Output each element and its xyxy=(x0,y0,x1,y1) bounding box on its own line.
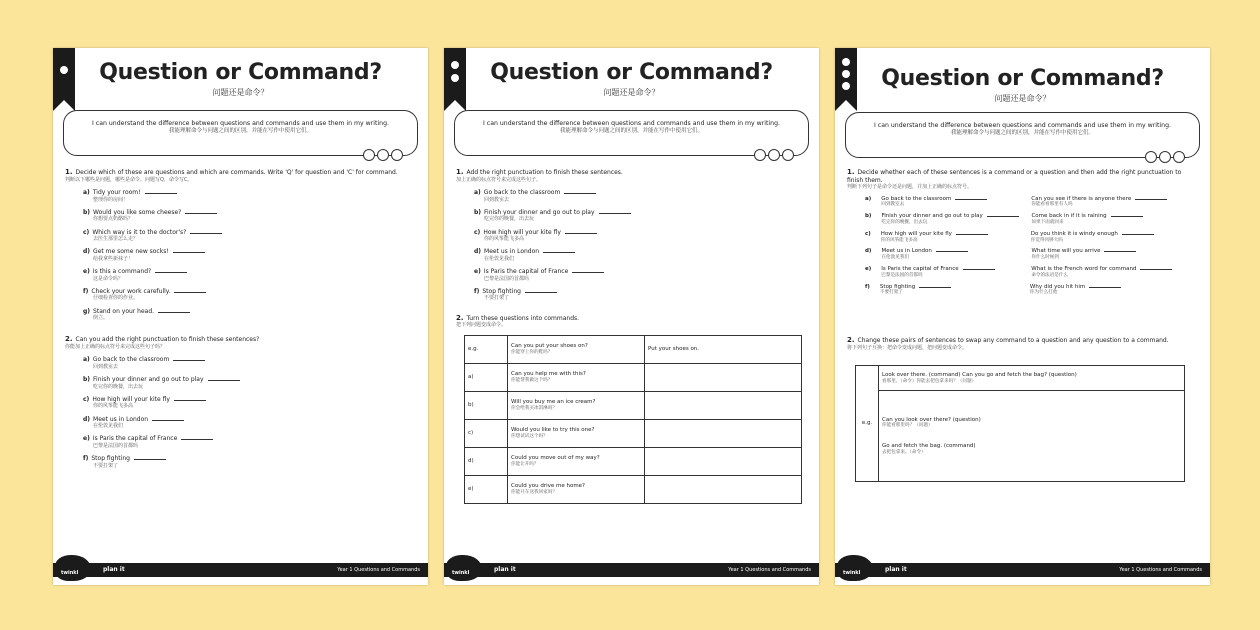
answer-blank[interactable] xyxy=(956,234,988,235)
objective-text: I can understand the difference between questions and commands and use them in my writing. xyxy=(92,120,389,127)
answer-blank[interactable] xyxy=(599,213,631,214)
assessment-circle[interactable] xyxy=(754,149,766,161)
assessment-circle[interactable] xyxy=(363,149,375,161)
table-row: e.g. Can you put your shoes on? 你能穿上你的鞋吗？ Put your shoes on. xyxy=(465,335,802,363)
learning-objective-box xyxy=(454,110,809,156)
worksheet-1 xyxy=(53,48,428,585)
plan-it-logo: plan it xyxy=(494,566,516,573)
answer-blank[interactable] xyxy=(955,199,987,200)
list-item: e) Is Paris the capital of France 巴黎是法国的首都吗 xyxy=(83,435,416,449)
answer-blank[interactable] xyxy=(525,292,557,293)
self-assessment-circles xyxy=(754,149,794,161)
assessment-circle[interactable] xyxy=(377,149,389,161)
page-title: Question or Command? xyxy=(99,60,382,85)
self-assessment-circles xyxy=(1145,151,1185,163)
answer-blank[interactable] xyxy=(190,233,222,234)
question-1: 1. Decide whether each of these sentences is a command or a question and then add the right punctuation to finish them. 判断下列句子是命令还是问题，并加上正确的标点符号。 xyxy=(847,168,1182,191)
answer-blank[interactable] xyxy=(1122,234,1154,235)
ink-splat xyxy=(55,555,91,581)
answer-blank[interactable] xyxy=(134,459,166,460)
list-item: e) Is Paris the capital of France 巴黎是法国的首都吗 xyxy=(474,268,807,282)
list-item: c) Which way is it to the doctor's? 去医生那里怎么走？ xyxy=(83,229,416,243)
question-2: 2. Turn these questions into commands. 把下列问题变成命令。 xyxy=(456,313,580,329)
list-item: d) Get me some new socks! 给我拿些新袜子！ xyxy=(83,248,416,262)
assessment-circle[interactable] xyxy=(1173,151,1185,163)
rewrite-table: e.g. Look over there. (command) Can you go and fetch the bag? (question) 看那里。（命令）你能去把包拿来吗？（问题） Can you look over there? (question) 你能看那里吗？（问题） Go and fetch the bag. (command) 去把包拿来。（命令） xyxy=(855,365,1185,482)
question-1: 1. Add the right punctuation to finish these sentences. 加上正确的标点符号来完成这些句子。 xyxy=(456,168,623,183)
assessment-circle[interactable] xyxy=(768,149,780,161)
answer-blank[interactable] xyxy=(564,193,596,194)
objective-text: I can understand the difference between questions and commands and use them in my writing. xyxy=(874,122,1171,129)
assessment-circle[interactable] xyxy=(1145,151,1157,163)
answer-blank[interactable] xyxy=(152,420,184,421)
answer-blank[interactable] xyxy=(543,252,575,253)
objective-text-zh: 我能理解命令与问题之间的区别，并能在写作中使用它们。 xyxy=(950,130,1094,137)
question-2: 2. Can you add the right punctuation to finish these sentences? 你能加上正确的标点符号来完成这些句子吗？ xyxy=(65,335,260,350)
list-item: c) How high will your kite fly 你的风筝能飞多高 xyxy=(474,229,807,243)
assessment-circle[interactable] xyxy=(1159,151,1171,163)
answer-blank[interactable] xyxy=(208,380,240,381)
answer-cell[interactable] xyxy=(645,391,802,419)
answer-blank[interactable] xyxy=(963,269,995,270)
answer-table xyxy=(464,335,802,504)
answer-blank[interactable] xyxy=(1104,251,1136,252)
answer-cell[interactable] xyxy=(645,475,802,503)
page-subtitle: 问题还是命令？ xyxy=(212,88,269,97)
footer-bar xyxy=(835,563,1210,577)
list-item: f) Stop fighting 不要打架了 xyxy=(474,288,807,302)
footer-caption: Year 1 Questions and Commands xyxy=(1119,567,1202,573)
objective-text-zh: 我能理解命令与问题之间的区别，并能在写作中使用它们。 xyxy=(168,128,312,135)
list-item: c) How high will your kite fly 你的风筝能飞多高 xyxy=(83,396,416,410)
page-subtitle: 问题还是命令？ xyxy=(994,94,1051,103)
list-item: g) Stand on your head. 倒立。 xyxy=(83,308,416,322)
page-subtitle: 问题还是命令？ xyxy=(603,88,660,97)
level-dot xyxy=(842,58,850,66)
list-item: b) Finish your dinner and go out to play 吃完你的晚餐，出去玩 xyxy=(83,376,416,390)
list-item: a) Go back to the classroom 回到教室去 xyxy=(83,356,416,370)
list-item: d) Meet us in London 在伦敦见我们 xyxy=(83,416,416,430)
table-row: e) Could you drive me home? 你能开车送我回家吗？ xyxy=(465,475,802,503)
ink-splat xyxy=(837,555,873,581)
answer-blank[interactable] xyxy=(1111,216,1143,217)
table-row: c) Would you like to try this one? 你想试试这个吗？ xyxy=(465,419,802,447)
answer-blank[interactable] xyxy=(936,251,968,252)
twinkl-logo: twinkl xyxy=(843,570,861,576)
list-item: f) Stop fighting 不要打架了 Why did you hit him 你为什么打他 xyxy=(865,284,1198,297)
footer-bar xyxy=(444,563,819,577)
list-item: b) Would you like some cheese? 你想要点奶酪吗？ xyxy=(83,209,416,223)
footer-caption: Year 1 Questions and Commands xyxy=(728,567,811,573)
table-row: d) Could you move out of my way? 你能让开吗？ xyxy=(465,447,802,475)
answer-cell[interactable]: Can you look over there? (question) 你能看那里吗？（问题） Go and fetch the bag. (command) 去把包拿来。（命令） xyxy=(879,391,1185,482)
twinkl-logo: twinkl xyxy=(61,570,79,576)
answer-blank[interactable] xyxy=(1135,199,1167,200)
ink-splat xyxy=(446,555,482,581)
list-item: a) Go back to the classroom 回到教室去 Can you see if there is anyone there 你能看看那里有人吗 xyxy=(865,196,1198,209)
objective-text-zh: 我能理解命令与问题之间的区别，并能在写作中使用它们。 xyxy=(559,128,703,135)
question-1: 1. Decide which of these are questions and which are commands. Write 'Q' for question and 'C' for command. 判断以下哪些是问题，哪些是命令。问题写Q，命令写C。 xyxy=(65,168,398,183)
objective-text: I can understand the difference between questions and commands and use them in my writing. xyxy=(483,120,780,127)
answer-blank[interactable] xyxy=(173,252,205,253)
answer-blank[interactable] xyxy=(1140,269,1172,270)
list-item: a) Tidy your room! 整理你的房间！ xyxy=(83,189,416,203)
page-title: Question or Command? xyxy=(881,66,1164,91)
self-assessment-circles xyxy=(363,149,403,161)
footer-bar xyxy=(53,563,428,577)
answer-blank[interactable] xyxy=(173,360,205,361)
table-row: b) Will you buy me an ice cream? 你会给我买冰淇淋吗？ xyxy=(465,391,802,419)
footer-caption: Year 1 Questions and Commands xyxy=(337,567,420,573)
plan-it-logo: plan it xyxy=(885,566,907,573)
list-item: b) Finish your dinner and go out to play 吃完你的晚餐，出去玩 Come back in if it is raining 如果下雨就回来 xyxy=(865,213,1198,226)
answer-blank[interactable] xyxy=(158,312,190,313)
assessment-circle[interactable] xyxy=(391,149,403,161)
answer-blank[interactable] xyxy=(572,272,604,273)
list-item: d) Meet us in London 在伦敦见我们 What time will you arrive 你什么时候到 xyxy=(865,248,1198,261)
list-item: f) Check your work carefully. 仔细检查你的作业。 xyxy=(83,288,416,302)
answer-blank[interactable] xyxy=(174,292,206,293)
answer-blank[interactable] xyxy=(565,233,597,234)
plan-it-logo: plan it xyxy=(103,566,125,573)
table-row: a) Can you help me with this? 你能帮我做这个吗？ xyxy=(465,363,802,391)
twinkl-logo: twinkl xyxy=(452,570,470,576)
worksheet-2 xyxy=(444,48,819,585)
learning-objective-box xyxy=(845,112,1200,158)
list-item: d) Meet us in London 在伦敦见我们 xyxy=(474,248,807,262)
list-item: b) Finish your dinner and go out to play 吃完你的晚餐，出去玩 xyxy=(474,209,807,223)
list-item: e) Is this a command? 这是命令吗？ xyxy=(83,268,416,282)
answer-cell[interactable] xyxy=(645,419,802,447)
answer-blank[interactable] xyxy=(155,272,187,273)
assessment-circle[interactable] xyxy=(782,149,794,161)
answer-cell[interactable] xyxy=(645,363,802,391)
example-line-2: Can you look over there? (question) xyxy=(882,416,981,423)
list-item: e) Is Paris the capital of France 巴黎是法国的首都吗 What is the French word for command 命令的法语是什么 xyxy=(865,266,1198,279)
list-item: a) Go back to the classroom 回到教室去 xyxy=(474,189,807,203)
page-title: Question or Command? xyxy=(490,60,773,85)
answer-blank[interactable] xyxy=(145,193,177,194)
answer-cell[interactable] xyxy=(645,447,802,475)
example-line-3: Go and fetch the bag. (command) xyxy=(882,443,976,450)
answer-blank[interactable] xyxy=(181,439,213,440)
answer-blank[interactable] xyxy=(987,216,1019,217)
answer-blank[interactable] xyxy=(185,213,217,214)
worksheet-3 xyxy=(835,48,1210,585)
answer-cell[interactable]: Put your shoes on. xyxy=(645,335,802,363)
answer-blank[interactable] xyxy=(1089,287,1121,288)
list-item: f) Stop fighting 不要打架了 xyxy=(83,455,416,469)
learning-objective-box xyxy=(63,110,418,156)
example-line-1: Look over there. (command) Can you go and fetch the bag? (question) xyxy=(882,371,1077,378)
answer-blank[interactable] xyxy=(174,400,206,401)
answer-blank[interactable] xyxy=(919,287,951,288)
example-label: e.g. xyxy=(856,366,879,482)
list-item: c) How high will your kite fly 你的风筝能飞多高 Do you think it is windy enough 你觉得风够大吗 xyxy=(865,231,1198,244)
question-2: 2. Change these pairs of sentences to swap any command to a question and any question to a command. 将下列句子互换：把命令变成问题，把问题变成命令。 xyxy=(847,336,1169,351)
